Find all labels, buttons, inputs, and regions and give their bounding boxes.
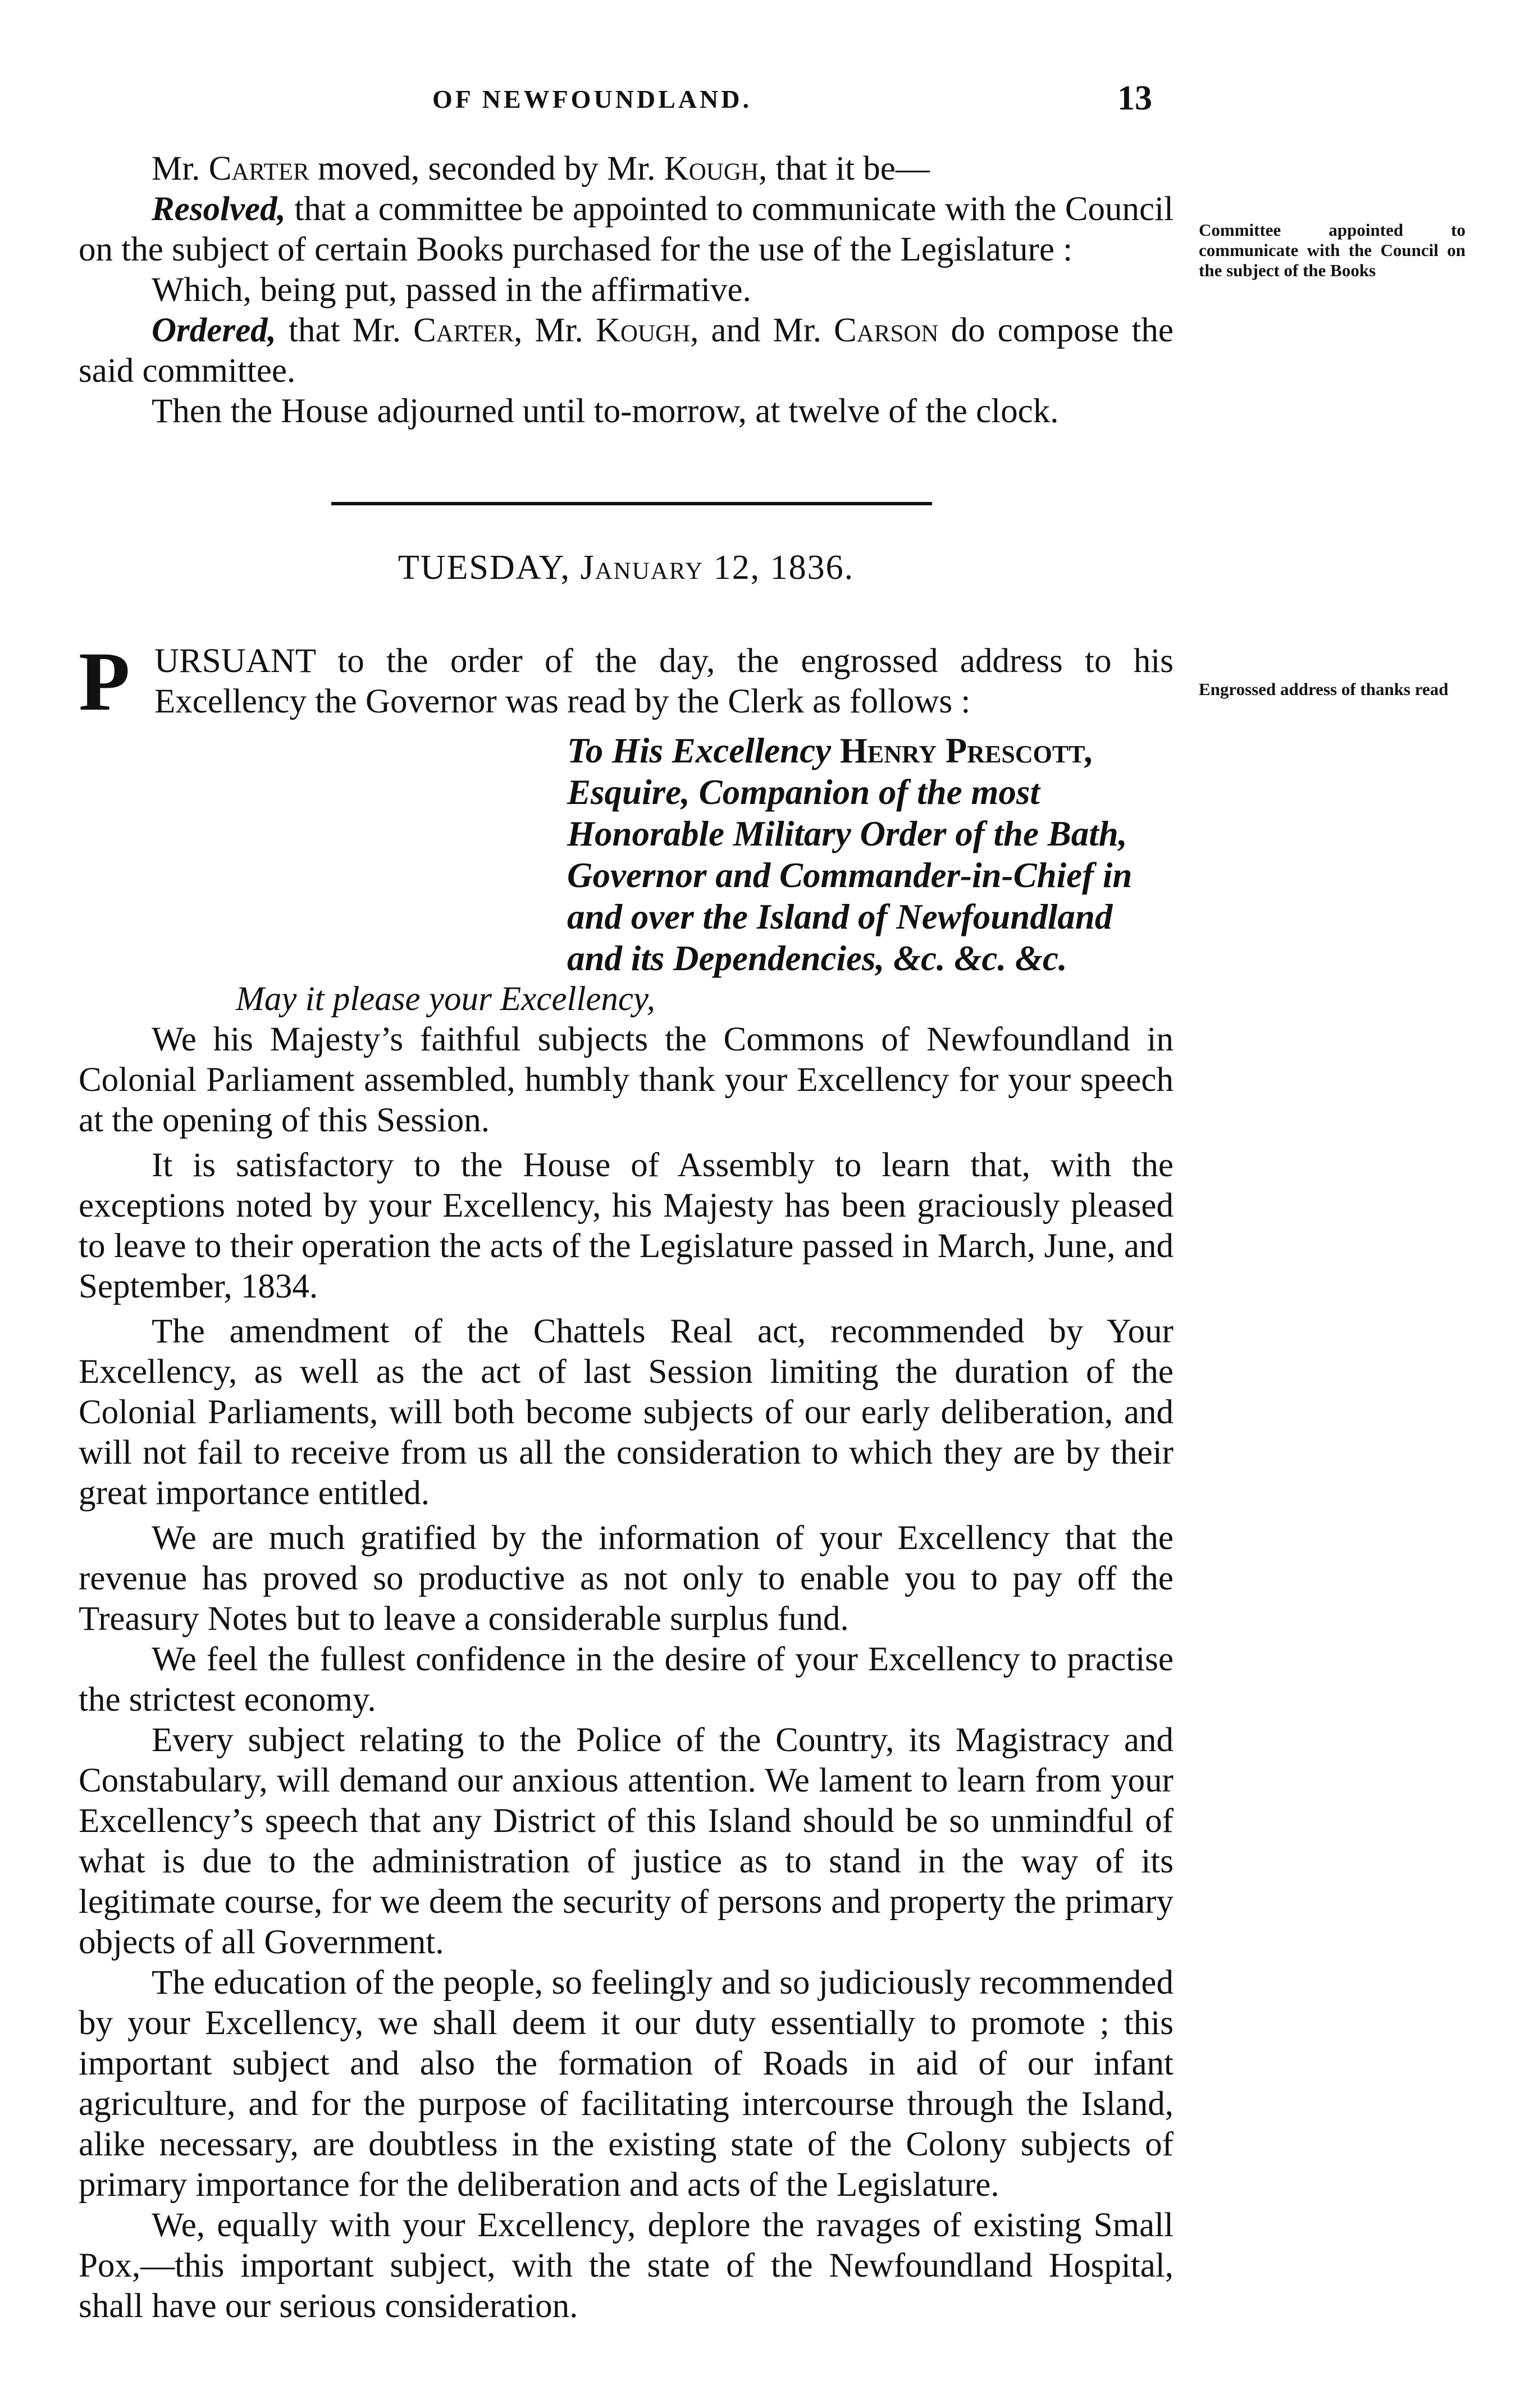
member-name: Carter — [413, 312, 514, 349]
address-heading — [79, 730, 1174, 979]
salutation: May it please your Excellency, — [236, 980, 655, 1018]
member-name: Kough — [664, 150, 759, 188]
member-name: Kough — [595, 312, 691, 349]
running-title: OF NEWFOUNDLAND. — [432, 85, 752, 113]
text-run: do compose the said committee. — [79, 312, 1174, 390]
date-heading — [79, 547, 1174, 588]
text-run: that Mr. — [276, 312, 413, 349]
paragraph-economy: We feel the fullest confidence in the desire of your Excellency to practise the strictest economy. — [79, 1641, 1174, 1719]
paragraph-pursuant — [79, 635, 1174, 728]
paragraph-police: Every subject relating to the Police of the Country, its Magistracy and Constabulary, will demand our anxious attention. We lament to learn from your Excellency’s speech that any District of this Island should be so unmindful of what is due to the administration of justice as to stand in the way of its legitimate course, for we deem the security of persons and property the primary objects of all Government. — [79, 1721, 1174, 1961]
page-number: 13 — [1117, 79, 1152, 117]
paragraph-adjourned: Then the House adjourned until to-morrow, at twelve of the clock. — [152, 392, 1059, 430]
text-run: , Esquire, Companion of the most Honorable Military Order of the Bath, Governor and Commander-in-Chief in and over the Island of Newfoundland and its Dependencies, &c. &c. &c. — [567, 731, 1133, 978]
paragraph-education: The education of the people, so feelingly and so judiciously recommended by your Excellency, we shall deem it our duty essentially to promote ; this important subject and also the formation of Roads in aid of our infant agriculture, and for the purpose of facilitating intercourse through the Island, alike necessary, are doubtless in the existing state of the Colony subjects of primary importance for the deliberation and acts of the Legislature. — [79, 1964, 1174, 2204]
governor-name: Henry Prescott — [839, 731, 1085, 770]
date-day: TUESDAY, — [398, 549, 570, 587]
margin-note-address: Engrossed address of thanks read — [1199, 679, 1449, 699]
text-run: , and Mr. — [690, 312, 834, 349]
ordered-label: Ordered, — [152, 312, 276, 349]
paragraph-motion — [79, 149, 1174, 189]
margin-note-committee: Committee appointed to communicate with the Council on the subject of the Books — [1199, 220, 1465, 280]
resolved-label: Resolved, — [152, 190, 286, 228]
text-run: , Mr. — [514, 312, 596, 349]
text-run: URSUANT to the order of the day, the engrossed address to his Excellency the Governor was read by the Clerk as follows : — [154, 642, 1174, 720]
text-run: Mr. — [152, 150, 209, 188]
paragraph-thanks: We his Majesty’s faithful subjects the Commons of Newfoundland in Colonial Parliament assembled, humbly thank your Excellency for your speech at the opening of this Session. — [79, 1021, 1174, 1139]
paragraph-small-pox: We, equally with your Excellency, deplore the ravages of existing Small Pox,—this important subject, with the state of the Newfoundland Hospital, shall have our serious consideration. — [79, 2206, 1174, 2325]
paragraph-chattels: The amendment of the Chattels Real act, recommended by Your Excellency, as well as the act of last Session limiting the duration of the Colonial Parliaments, will both become subjects of our early deliberation, and will not fail to receive from us all the consideration to which they are by their great importance entitled. — [79, 1313, 1174, 1512]
text-run: To His Excellency — [567, 731, 840, 770]
member-name: Carson — [834, 312, 939, 349]
paragraph-acts: It is satisfactory to the House of Assembly to learn that, with the exceptions noted by your Excellency, his Majesty has been graciously pleased to leave to their operation the acts of the Legislature passed in March, June, and September, 1834. — [79, 1146, 1174, 1305]
text-run: that a committee be appointed to communicate with the Council on the subject of certain Books purchased for the use of the Legislature : — [79, 190, 1174, 268]
text-run: moved, seconded by Mr. — [309, 150, 664, 188]
paragraph-affirmative: Which, being put, passed in the affirmative. — [152, 271, 751, 309]
member-name: Carter — [208, 150, 309, 188]
paragraph-ordered — [79, 310, 1174, 391]
paragraph-resolution — [79, 189, 1174, 270]
date-month: January — [580, 549, 704, 587]
main-text-column — [79, 149, 1174, 2327]
date-rest: 12, 1836. — [704, 549, 855, 587]
drop-cap: P — [79, 635, 130, 728]
paragraph-revenue: We are much gratified by the information of your Excellency that the revenue has proved so productive as not only to enable you to pay off the Treasury Notes but to leave a considerable surplus fund. — [79, 1519, 1174, 1638]
text-run: , that it be— — [758, 150, 930, 188]
section-divider — [331, 502, 932, 505]
